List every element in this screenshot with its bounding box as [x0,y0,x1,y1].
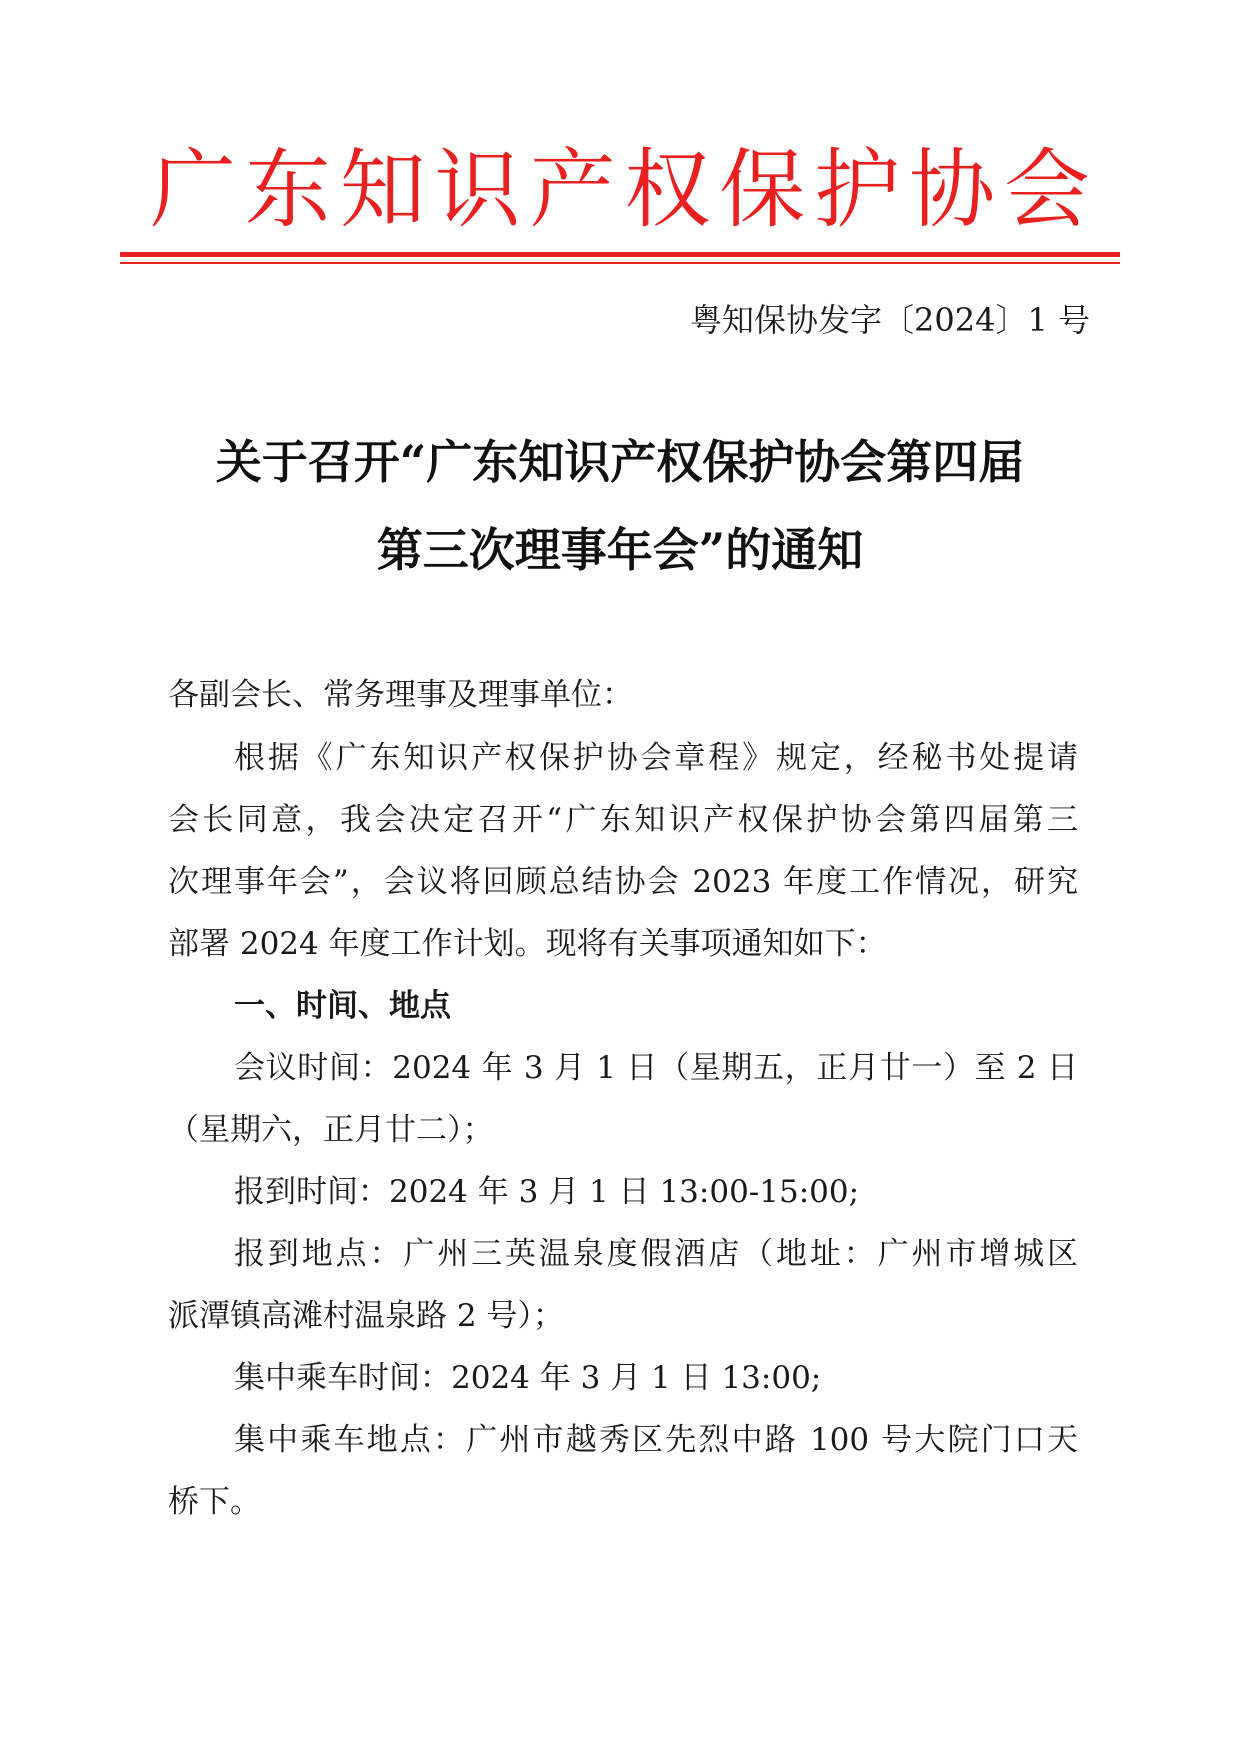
paragraph-line: 次理事年会”，会议将回顾总结协会 2023 年度工作情况，研究 [168,864,1078,900]
letterhead-char: 知 [339,140,426,240]
letterhead-char: 权 [624,140,711,240]
document-number: 粤知保协发字〔2024〕1 号 [690,301,1090,339]
letterhead-divider-thick [120,252,1120,257]
salutation: 各副会长、常务理事及理事单位： [168,677,633,713]
letterhead-char: 会 [1003,140,1090,240]
paragraph-line: 根据《广东知识产权保护协会章程》规定，经秘书处提请 [234,740,1078,776]
letterhead-char: 保 [719,140,806,240]
meeting-time-line: （星期六，正月廿二）； [168,1112,494,1148]
section-heading: 一、时间、地点 [234,988,451,1024]
bus-place-line: 桥下。 [168,1484,261,1520]
meeting-time-line: 会议时间：2024 年 3 月 1 日（星期五，正月廿一）至 2 日 [234,1050,1078,1086]
letterhead-char: 广 [150,140,236,240]
letterhead-char: 护 [814,140,901,240]
paragraph-line: 会长同意，我会决定召开“广东知识产权保护协会第四届第三 [168,802,1078,838]
registration-place-line: 报到地点：广州三英温泉度假酒店（地址：广州市增城区 [234,1236,1078,1272]
bus-place-line: 集中乘车地点：广州市越秀区先烈中路 100 号大院门口天 [234,1422,1078,1458]
registration-time: 报到时间：2024 年 3 月 1 日 13:00-15:00; [234,1174,860,1210]
letterhead-char: 识 [434,140,521,240]
document-title-line-2: 第三次理事年会”的通知 [376,523,864,577]
org-letterhead [150,140,1090,240]
paragraph-line: 部署 2024 年度工作计划。现将有关事项通知如下： [168,926,887,962]
bus-time: 集中乘车时间：2024 年 3 月 1 日 13:00; [234,1360,822,1396]
registration-place-line: 派潭镇高滩村温泉路 2 号）； [168,1298,564,1334]
letterhead-divider-thin [120,262,1120,264]
letterhead-char: 东 [244,140,331,240]
letterhead-char: 协 [909,140,995,240]
document-title-line-1: 关于召开“广东知识产权保护协会第四届 [215,435,1025,489]
letterhead-char: 产 [529,140,616,240]
